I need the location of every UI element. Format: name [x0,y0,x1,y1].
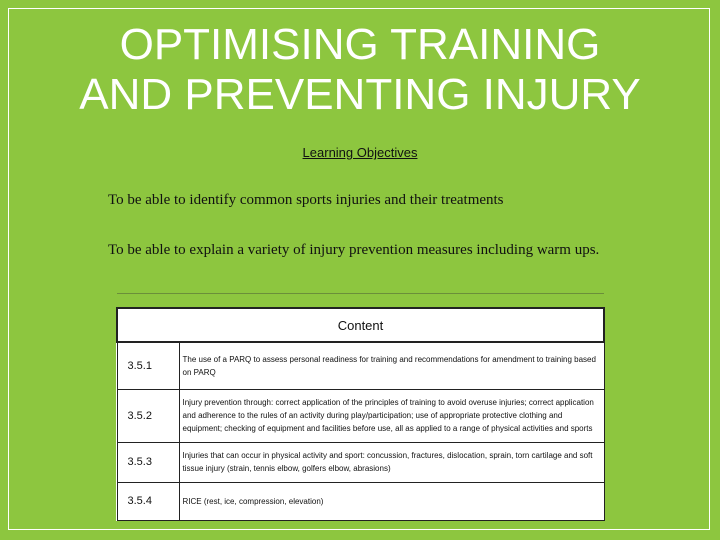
row-text: RICE (rest, ice, compression, elevation) [179,482,604,520]
row-text: Injuries that can occur in physical activity and sport: concussion, fractures, dislocation, sprain, torn cartilage and soft tissue injury (strain, tennis elbow, golfers elbow, abrasions) [179,442,604,482]
title-line-2: AND PREVENTING INJURY [79,70,641,119]
divider [117,293,604,294]
learning-objectives-heading: Learning Objectives [302,145,418,160]
row-text: The use of a PARQ to assess personal readiness for training and recommendations for amendment to training based on PARQ [179,342,604,389]
table-row [117,482,604,520]
title-line-1: OPTIMISING TRAINING [119,20,601,69]
objective-item: To be able to explain a variety of injury prevention measures including warm ups. [108,242,600,258]
table-row [117,389,604,442]
row-text: Injury prevention through: correct application of the principles of training to avoid overuse injuries; correct application and adherence to the rules of an activity during play/participation; use of appropriate protective clothing and equipment; checking of equipment and facilities before use, all as applied to a range of physical activities and sports [179,389,604,442]
objective-item: To be able to identify common sports injuries and their treatments [108,192,504,208]
row-code: 3.5.3 [117,442,179,482]
content-table [116,307,605,521]
row-code: 3.5.2 [117,389,179,442]
slide-title [0,20,720,120]
table-row [117,442,604,482]
row-code: 3.5.1 [117,342,179,389]
row-code: 3.5.4 [117,482,179,520]
table-header: Content [117,308,604,342]
table-header-row [117,308,604,342]
table-row [117,342,604,389]
